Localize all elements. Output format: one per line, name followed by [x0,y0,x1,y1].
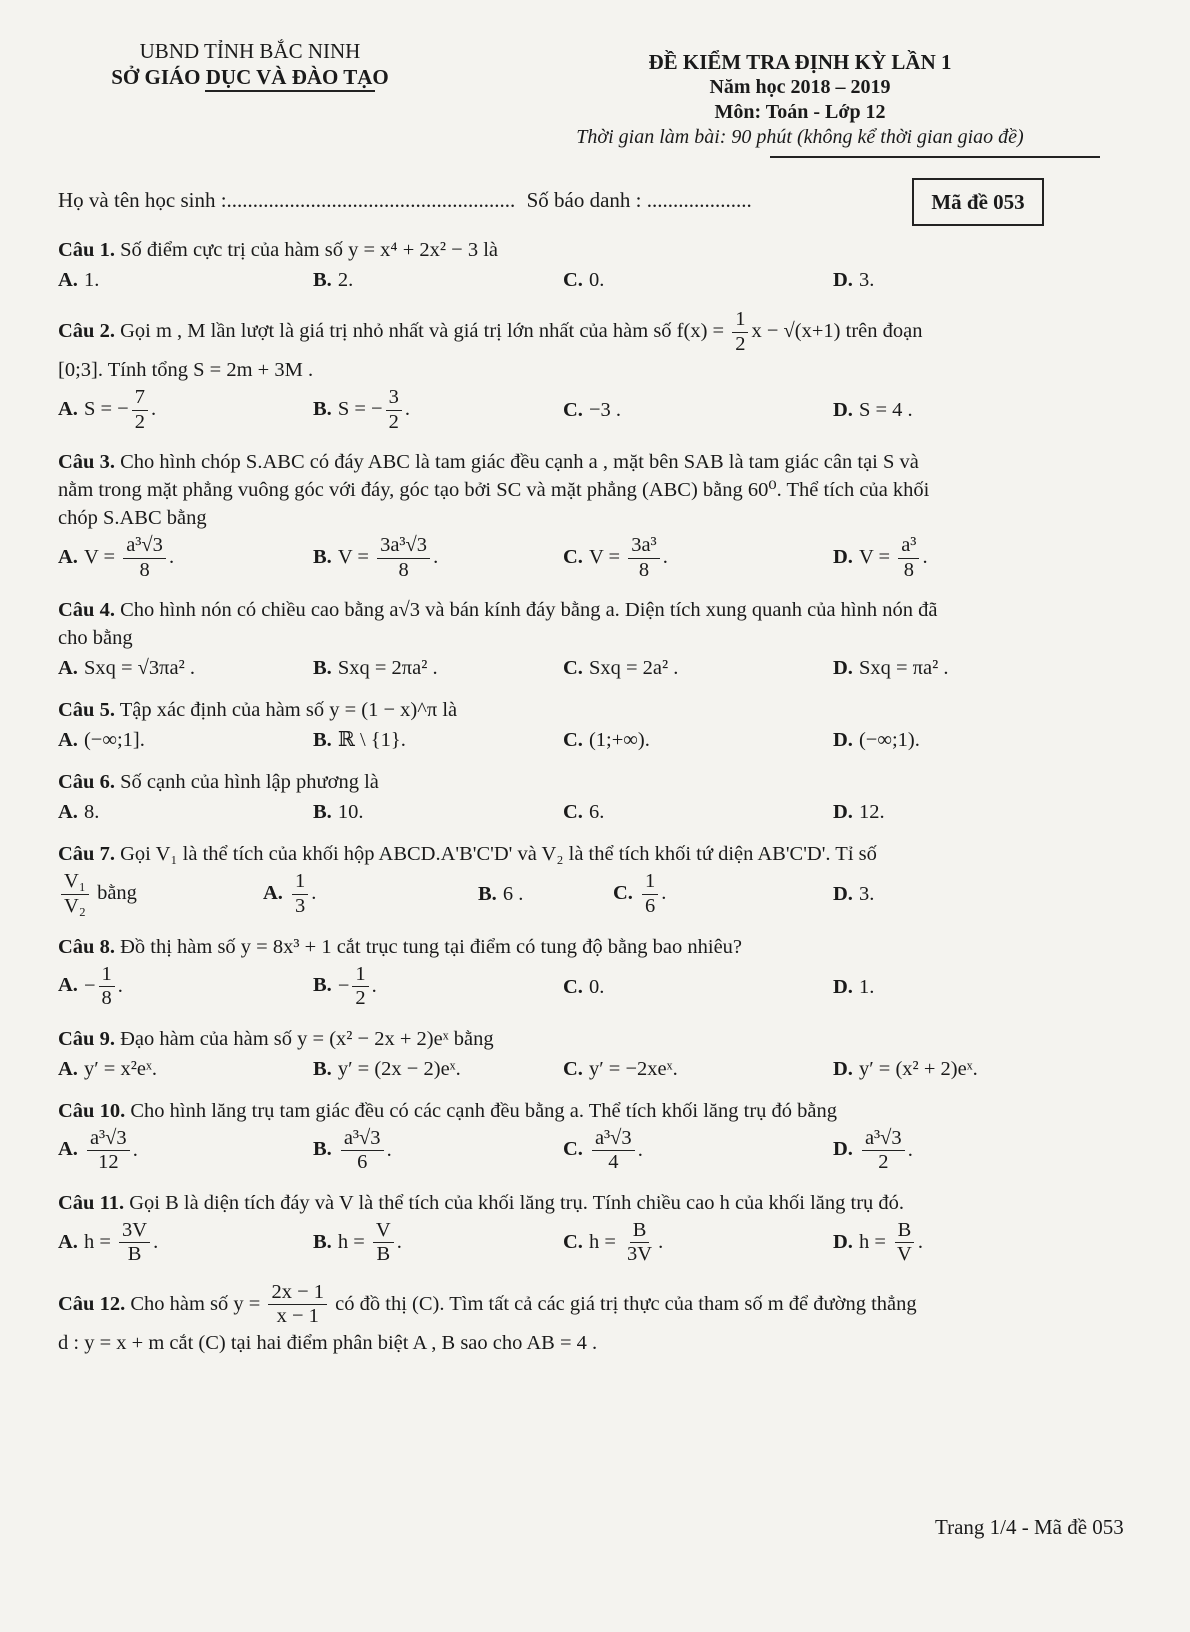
fraction [292,870,308,918]
option-letter: C. [563,1057,583,1080]
fraction-numerator: 1 [99,963,115,988]
question-line [58,768,1158,796]
fraction-denominator: 8 [101,987,112,1010]
fraction-denominator: 8 [139,558,150,581]
question-label: Câu 3. [58,451,115,474]
answer-options [58,1127,1158,1175]
fraction-denominator: 4 [608,1151,619,1174]
fraction [123,534,166,582]
question-label: Câu 8. [58,935,115,958]
math-prefix: − [83,974,96,997]
fraction-denominator: 8 [638,558,650,581]
answer-option-c [563,726,833,754]
option-letter: A. [263,882,283,905]
answer-option-a [58,963,313,1011]
question-5 [58,696,1158,754]
option-letter: B. [313,397,332,420]
answer-options [58,1055,1158,1083]
answer-option-b [313,1219,563,1267]
org-line-1: UBND TỈNH BẮC NINH [139,39,361,63]
math-suffix: . [917,1230,923,1253]
option-letter: D. [833,399,853,422]
answer-options [58,798,1158,826]
fraction-numerator: 3 [386,386,402,411]
fraction-numerator: 3V [119,1219,150,1244]
answer-option-d [833,726,1133,754]
fraction [624,1219,655,1267]
option-text: 1. [83,269,100,291]
answer-option-b [313,534,563,582]
option-text: S = 4 . [858,399,913,422]
fraction-denominator: 2 [355,987,366,1010]
answer-option-d [833,654,1133,682]
question-text: chóp S.ABC bằng [58,507,207,530]
fraction-denominator: B [127,1243,142,1266]
answer-option-a [58,534,313,582]
fraction [352,963,368,1011]
fraction-numerator: 1 [292,870,308,895]
option-letter: C. [563,1138,583,1161]
answer-option-d [833,396,1133,424]
fraction [377,534,430,582]
question-9 [58,1025,1158,1083]
question-3 [58,448,1158,582]
math-suffix: . [386,1138,392,1161]
answer-option-c [563,534,833,582]
question-text: [0;3]. Tính tổng S = 2m + 3M . [58,359,314,382]
question-2 [58,308,1158,434]
answer-options [58,534,1158,582]
fraction-numerator: 1 [352,963,368,988]
fraction-denominator: B [376,1243,391,1266]
option-text: 3. [858,883,875,906]
question-label: Câu 12. [58,1292,126,1315]
fraction-numerator: 1 [642,870,658,895]
question-label: Câu 10. [58,1099,126,1122]
fraction-numerator: B [630,1219,650,1244]
answer-option-b [313,266,563,294]
fraction-denominator: x − 1 [276,1305,319,1328]
question-text: Cho hình chóp S.ABC có đáy ABC là tam giác đều cạnh a , mặt bên SAB là tam giác cân tại S và [120,451,919,474]
option-text: y′ = x²eˣ. [83,1057,158,1080]
option-text: 0. [588,975,605,998]
option-letter: A. [58,1138,78,1161]
answer-option-c [563,973,833,1001]
answer-option-a [263,870,478,918]
answer-option-b [313,963,563,1011]
answer-option-b [478,880,613,908]
question-text: Đạo hàm của hàm số y = (x² − 2x + 2)eˣ bằng [120,1027,494,1050]
math-prefix: S = − [337,397,383,420]
option-letter: D. [833,657,853,680]
answer-option-a [58,654,313,682]
answer-option-b [313,386,563,434]
option-text: y′ = (2x − 2)eˣ. [337,1057,461,1080]
option-letter: A. [58,1057,78,1080]
option-text: 1. [858,975,875,998]
fraction [628,534,660,582]
exam-header [500,50,1100,158]
fraction [642,870,658,918]
math-suffix: bằng [91,882,137,905]
math-prefix: V = [83,546,121,569]
fraction-denominator: 2 [878,1151,889,1174]
divider [770,156,1100,158]
math-suffix: . [922,546,928,569]
fraction-denominator: 8 [903,558,914,581]
math-suffix: . [658,1230,664,1253]
math-suffix: có đồ thị (C). Tìm tất cả các giá trị thực của tham số m để đường thẳng [330,1292,917,1315]
answer-option-b [313,1127,563,1175]
question-text: Cho hình lăng trụ tam giác đều có các cạnh đều bằng a. Thể tích khối lăng trụ đó bằng [130,1099,838,1122]
org-line-2: SỞ GIÁO DỤC VÀ ĐÀO TẠO [111,65,389,89]
question-line [58,1281,1158,1329]
question-line [58,933,1158,961]
fraction [87,1127,130,1175]
option-letter: B. [478,883,497,906]
fraction-numerator: B [895,1219,915,1244]
option-letter: B. [313,657,332,680]
exam-time: Thời gian làm bài: 90 phút (không kể thời gian giao đề) [576,126,1024,148]
fraction-numerator: V [373,1219,394,1244]
answer-options [58,963,1158,1011]
answer-option-c [563,1055,833,1083]
option-text: Sxq = πa² . [858,657,949,680]
answer-option-d [833,1219,1133,1267]
fraction [894,1219,915,1267]
question-label: Câu 6. [58,771,115,794]
math-suffix: . [117,974,123,997]
answer-option-c [563,266,833,294]
exam-title: ĐỀ KIỂM TRA ĐỊNH KỲ LẦN 1 [648,50,952,74]
fraction [61,870,89,918]
fraction-numerator: 3a³√3 [377,534,430,559]
answer-option-a [58,1055,313,1083]
fraction-denominator: 3V [627,1243,653,1266]
question-text: Gọi B là diện tích đáy và V là thể tích của khối lăng trụ. Tính chiều cao h của khối lăng trụ đó. [129,1191,905,1214]
option-letter: C. [563,975,583,998]
option-letter: D. [833,1057,853,1080]
subject: Môn: Toán - Lớp 12 [714,101,886,123]
fraction [373,1219,394,1267]
option-text: y′ = (x² + 2)eˣ. [858,1057,978,1080]
fraction-denominator: 2 [134,410,145,433]
option-letter: C. [563,657,583,680]
option-letter: C. [563,1230,583,1253]
answer-option-a [58,1127,313,1175]
question-4 [58,596,1158,682]
answer-option-c [563,396,833,424]
option-text: −3 . [588,399,621,422]
question-label: Câu 11. [58,1191,125,1214]
fraction-denominator: 3 [294,894,306,917]
fraction-numerator: a³√3 [862,1127,905,1152]
fraction [119,1219,150,1267]
option-letter: B. [313,1138,332,1161]
fraction-numerator: V₁ [61,870,89,895]
issuer-header [70,38,430,90]
answer-option-d [833,534,1133,582]
fraction-denominator: 6 [644,894,656,917]
answer-option-a [58,798,313,826]
fraction [592,1127,635,1175]
option-letter: A. [58,657,78,680]
option-letter: A. [58,729,78,752]
option-letter: B. [313,1230,332,1253]
question-text: nằm trong mặt phẳng vuông góc với đáy, góc tạo bởi SC và mặt phẳng (ABC) bằng 60⁰. Thể tích của khối [58,479,930,502]
option-letter: D. [833,546,853,569]
student-info [58,188,752,213]
option-text: (−∞;1]. [83,729,145,752]
option-text: Sxq = 2a² . [588,657,679,680]
fraction-numerator: 3a³ [628,534,660,559]
ratio-expression [58,870,263,918]
math-suffix: . [153,1230,159,1253]
math-suffix: . [433,546,439,569]
option-text: y′ = −2xeˣ. [588,1057,678,1080]
math-prefix: h = [83,1230,116,1253]
question-line [58,1025,1158,1053]
exam-code-box: Mã đề 053 [912,178,1044,226]
answer-option-b [313,1055,563,1083]
question-text: cho bằng [58,627,133,650]
option-letter: C. [563,729,583,752]
option-text: ℝ \ {1}. [337,729,406,752]
question-line [58,476,1158,504]
answer-option-a [58,386,313,434]
fraction-numerator: 1 [732,308,748,333]
option-letter: C. [563,269,583,291]
fraction-denominator: 8 [398,558,409,581]
answer-options [58,1219,1158,1267]
question-line [58,596,1158,624]
question-10 [58,1097,1158,1175]
question-line [58,448,1158,476]
question-line [58,356,1158,384]
question-line [58,236,1158,264]
math-suffix: . [311,882,317,905]
fraction [132,386,148,434]
math-suffix: . [661,882,667,905]
option-letter: B. [313,974,332,997]
math-suffix: . [907,1138,913,1161]
option-letter: D. [833,729,853,752]
question-list [58,236,1158,1371]
option-text: Sxq = 2πa² . [337,657,438,680]
question-line [58,308,1158,356]
option-text: 2. [337,269,354,291]
question-text: Gọi V₁ là thể tích của khối hộp ABCD.A'B'C'D' và V₂ là thể tích khối tứ diện AB'C'D'. Tỉ số [120,843,877,866]
fraction-numerator: a³ [898,534,919,559]
math-prefix: h = [588,1230,621,1253]
option-letter: A. [58,974,78,997]
option-text: Sxq = √3πa² . [83,657,195,680]
option-letter: D. [833,1138,853,1161]
answer-option-d [833,880,1133,908]
option-letter: D. [833,801,853,824]
student-id-field: Số báo danh : .................... [526,188,752,212]
option-letter: D. [833,1230,853,1253]
math-prefix: V = [858,546,896,569]
option-letter: A. [58,397,78,420]
question-text: d : y = x + m cắt (C) tại hai điểm phân biệt A , B sao cho AB = 4 . [58,1332,598,1354]
question-line [58,504,1158,532]
math-suffix: . [637,1138,643,1161]
question-1 [58,236,1158,294]
math-prefix: h = [858,1230,891,1253]
option-letter: C. [563,546,583,569]
question-6 [58,768,1158,826]
fraction [341,1127,384,1175]
answer-option-b [313,726,563,754]
answer-option-c [563,654,833,682]
math-prefix: Gọi m , M lần lượt là giá trị nhỏ nhất và giá trị lớn nhất của hàm số f(x) = [120,319,730,342]
option-letter: D. [833,269,853,291]
question-12 [58,1281,1158,1357]
question-label: Câu 2. [58,319,115,342]
divider [205,90,375,92]
option-text: 8. [83,801,100,824]
option-letter: A. [58,546,78,569]
math-prefix: S = − [83,397,129,420]
student-name-field: Họ và tên học sinh :....................................................... [58,188,516,212]
option-text: 10. [337,801,364,824]
question-label: Câu 9. [58,1027,115,1050]
math-prefix: V = [337,546,375,569]
fraction [268,1281,327,1329]
question-line [58,1189,1158,1217]
math-prefix: Cho hàm số y = [130,1292,266,1315]
answer-option-a [58,266,313,294]
option-letter: A. [58,1230,78,1253]
fraction-numerator: 2x − 1 [268,1281,327,1306]
option-text: 12. [858,801,885,824]
fraction-numerator: a³√3 [123,534,166,559]
question-text: Số cạnh của hình lập phương là [120,771,379,794]
fraction-denominator: 6 [357,1151,368,1174]
question-text: Đồ thị hàm số y = 8x³ + 1 cắt trục tung tại điểm có tung độ bằng bao nhiêu? [120,935,743,958]
answer-option-c [563,798,833,826]
fraction-numerator: a³√3 [87,1127,130,1152]
option-text: (−∞;1). [858,729,920,752]
question-11 [58,1189,1158,1267]
math-suffix: . [132,1138,138,1161]
question-line [58,696,1158,724]
fraction [862,1127,905,1175]
question-label: Câu 4. [58,599,115,622]
option-letter: B. [313,546,332,569]
math-suffix: . [371,974,377,997]
fraction [732,308,748,356]
option-letter: D. [833,975,853,998]
answer-option-a [58,1219,313,1267]
answer-option-a [58,726,313,754]
fraction [386,386,402,434]
answer-option-c [563,1127,833,1175]
question-text: Tập xác định của hàm số y = (1 − x)^π là [119,699,458,722]
option-text: 6. [588,801,605,824]
answer-option-d [833,1127,1133,1175]
math-suffix: . [150,397,157,420]
answer-options [58,386,1158,434]
option-letter: B. [313,269,332,291]
fraction-denominator: 12 [98,1151,119,1174]
question-text: Cho hình nón có chiều cao bằng a√3 và bán kính đáy bằng a. Diện tích xung quanh của hình nón đã [120,599,938,622]
option-text: 3. [858,269,875,291]
option-letter: A. [58,801,78,824]
question-8 [58,933,1158,1011]
fraction-numerator: a³√3 [341,1127,384,1152]
page-footer: Trang 1/4 - Mã đề 053 [935,1515,1124,1539]
question-line [58,1329,1158,1357]
fraction-denominator: 2 [735,332,746,355]
fraction-numerator: a³√3 [592,1127,635,1152]
option-letter: B. [313,1057,332,1080]
math-prefix: V = [588,546,626,569]
fraction-denominator: V₂ [64,894,86,917]
answer-option-c [563,1219,833,1267]
option-text: 6 . [502,883,524,906]
answer-option-d [833,798,1133,826]
math-suffix: . [404,397,410,420]
answer-option-d [833,973,1133,1001]
math-suffix: . [396,1230,402,1253]
fraction [898,534,919,582]
math-prefix: − [337,974,350,997]
math-prefix: h = [337,1230,370,1253]
option-letter: C. [563,399,583,422]
question-line [58,624,1158,652]
option-text: (1;+∞). [588,729,650,752]
option-text: 0. [588,269,605,291]
school-year: Năm học 2018 – 2019 [709,76,891,98]
math-suffix: x − √(x+1) trên đoạn [751,319,923,342]
answer-option-d [833,1055,1133,1083]
question-7 [58,840,1158,918]
answer-option-d [833,266,1133,294]
option-letter: D. [833,883,853,906]
answer-option-c [613,870,833,918]
answer-options [58,654,1158,682]
math-suffix: . [168,546,175,569]
option-letter: A. [58,269,78,291]
option-letter: B. [313,729,332,752]
question-label: Câu 1. [58,239,115,261]
answer-options [58,870,1158,918]
option-letter: B. [313,801,332,824]
option-letter: C. [613,882,633,905]
option-letter: C. [563,801,583,824]
question-line [58,1097,1158,1125]
fraction-denominator: V [897,1243,912,1266]
question-line [58,840,1158,868]
math-suffix: . [662,546,668,569]
answer-option-b [313,654,563,682]
question-text: Số điểm cực trị của hàm số y = x⁴ + 2x² − 3 là [120,239,499,261]
question-label: Câu 5. [58,699,115,722]
fraction-numerator: 7 [132,386,148,411]
answer-option-b [313,798,563,826]
question-label: Câu 7. [58,843,115,866]
answer-options [58,726,1158,754]
fraction [99,963,115,1011]
answer-options [58,266,1158,294]
fraction-denominator: 2 [388,410,399,433]
